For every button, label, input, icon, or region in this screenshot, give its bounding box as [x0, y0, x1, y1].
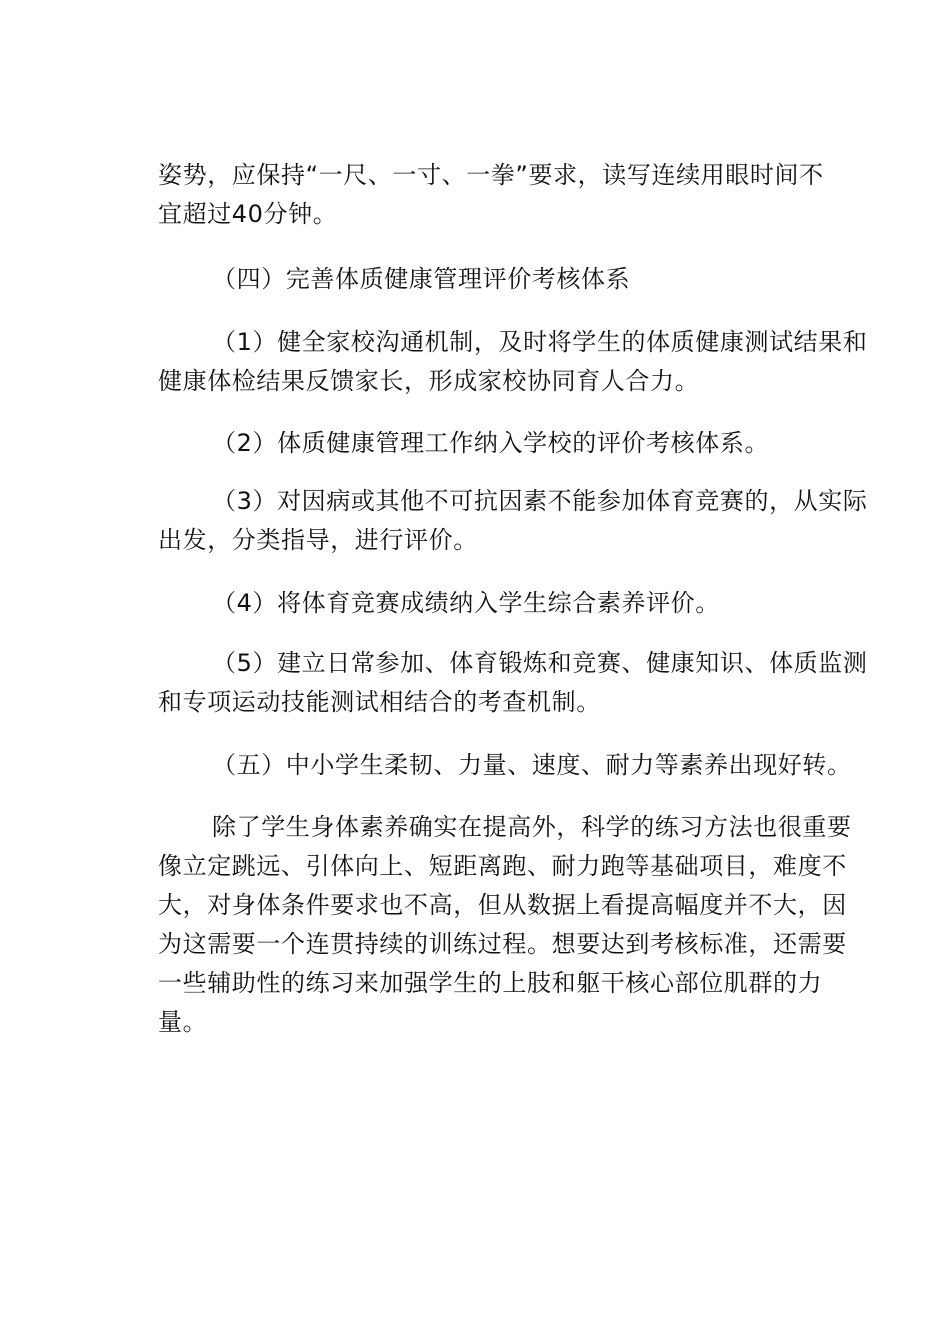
text-line: 宜超过40分钟。	[158, 200, 338, 228]
list-item-1	[158, 323, 868, 401]
list-item-5	[158, 644, 868, 722]
text-line: （2）体质健康管理工作纳入学校的评价考核体系。	[212, 429, 770, 457]
body-paragraph-training	[158, 808, 858, 1042]
text-line: （四）完善体质健康管理评价考核体系	[212, 265, 631, 293]
text-line: 出发，分类指导，进行评价。	[158, 526, 478, 554]
text-line: 姿势，应保持“一尺、一寸、一拳”要求，读写连续用眼时间不	[158, 161, 824, 189]
text-line: 和专项运动技能测试相结合的考查机制。	[158, 688, 601, 716]
list-item-2	[158, 424, 858, 463]
text-line: 像立定跳远、引体向上、短距离跑、耐力跑等基础项目，难度不	[158, 852, 847, 880]
text-line: 为这需要一个连贯持续的训练过程。想要达到考核标准，还需要	[158, 930, 847, 958]
text-line: 大，对身体条件要求也不高，但从数据上看提高幅度并不大，因	[158, 891, 847, 919]
text-line: 量。	[158, 1008, 208, 1036]
text-line: 一些辅助性的练习来加强学生的上肢和躯干核心部位肌群的力	[158, 969, 823, 997]
section-heading-4	[158, 260, 858, 299]
text-line: （五）中小学生柔韧、力量、速度、耐力等素养出现好转。	[212, 751, 852, 779]
text-line: （1）健全家校沟通机制，及时将学生的体质健康测试结果和	[212, 328, 868, 356]
list-item-4	[158, 584, 858, 623]
text-line: （5）建立日常参加、体育锻炼和竞赛、健康知识、体质监测	[212, 649, 868, 677]
text-line: （4）将体育竞赛成绩纳入学生综合素养评价。	[212, 589, 720, 617]
section-heading-5	[158, 746, 858, 785]
paragraph-reading-posture	[158, 156, 858, 234]
list-item-3	[158, 482, 868, 560]
text-line: （3）对因病或其他不可抗因素不能参加体育竞赛的，从实际	[212, 487, 868, 515]
text-line: 除了学生身体素养确实在提高外，科学的练习方法也很重要	[212, 813, 852, 841]
text-line: 健康体检结果反馈家长，形成家校协同育人合力。	[158, 367, 700, 395]
